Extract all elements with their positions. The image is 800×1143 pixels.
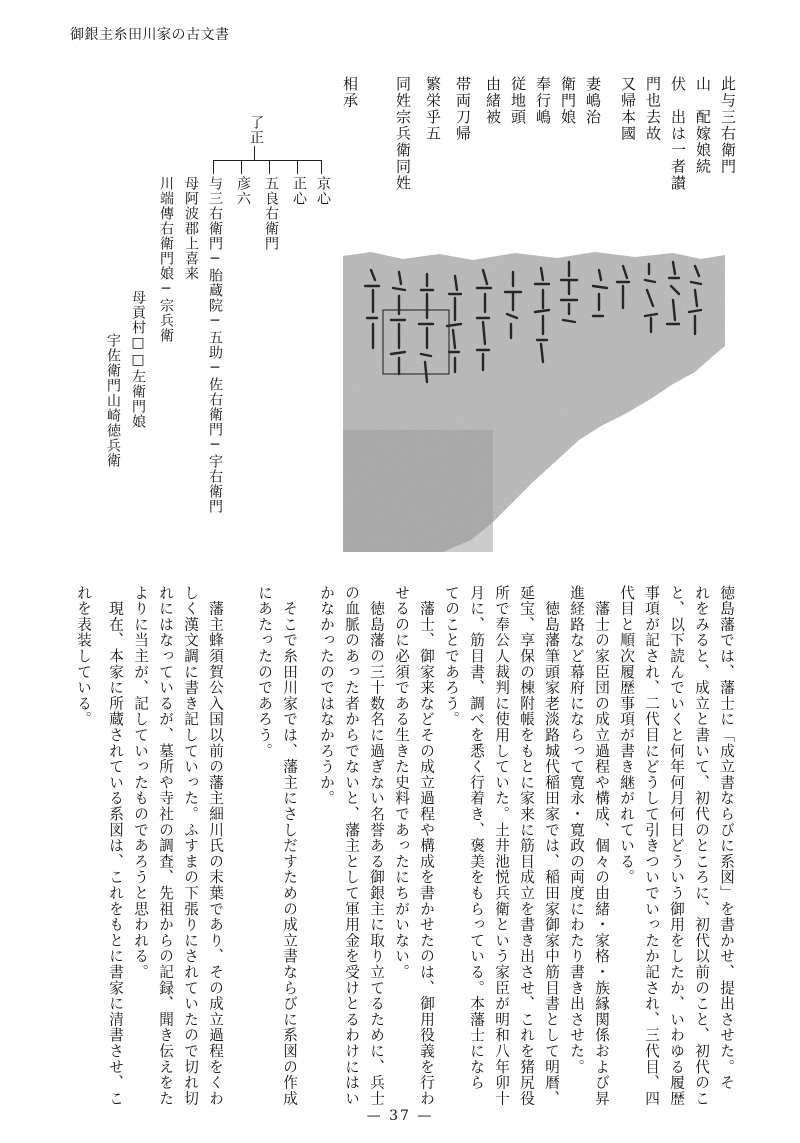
body-column: せるのに必須である生きた史料であったにちがいない。: [393, 585, 410, 980]
doc-column: 従地頭: [509, 76, 527, 126]
body-column: 月に、筋目書、調べを悉く行着き、褒美をもらっている。本藩士になら: [468, 585, 485, 1091]
doc-column: 此与三右衛門: [719, 76, 737, 175]
genealogy-branch: 京心: [315, 176, 331, 206]
body-column: 進経路など幕府にならって寛永・寛政の両度にわたり書き出させた。: [568, 585, 585, 1075]
tree-line: [321, 160, 322, 174]
doc-column: 由緒被: [484, 76, 502, 126]
document-photo: [343, 250, 725, 552]
doc-column: 衛門娘: [559, 76, 577, 126]
doc-column: 帯両刀帰: [454, 76, 472, 142]
genealogy-note: 川端傳右衛門娘─宗兵衛: [158, 176, 174, 343]
doc-column: 伏 出は一者讃: [669, 76, 687, 192]
body-column: れにはなっているが、墓所や寺社の調査、先祖からの記録、聞き伝えをた: [157, 585, 174, 1107]
genealogy-chain: 与三右衛門─胎蔵院─五助─佐右衛門─宇右衛門: [207, 176, 223, 514]
body-column: 所で奉公人裁判に使用していた。土井池悦兵衛という家臣が明和八年卯十: [493, 585, 510, 1107]
tree-line: [254, 146, 255, 160]
genealogy-root: 了正: [248, 115, 264, 145]
doc-column: 奉行嶋: [534, 76, 552, 126]
genealogy-note: 母貢村□□左衛門娘: [130, 290, 146, 429]
doc-column: 同姓宗兵衛同姓: [394, 76, 412, 192]
body-column: 徳島藩の三十数名に過ぎない名誉ある御銀主に取り立てるために、兵士: [368, 585, 385, 1107]
tree-line: [241, 160, 242, 174]
genealogy-note: 母阿波郡上喜来: [183, 176, 199, 281]
body-column: そこで糸田川家では、藩主にさしだすための成立書ならびに系図の作成: [281, 585, 298, 1107]
doc-column: 相承: [341, 76, 359, 109]
body-column: にあたったのであろう。: [256, 585, 273, 759]
genealogy-note: 宇佐衛門山崎徳兵衛: [105, 333, 121, 468]
shadow-area: [343, 430, 493, 552]
body-column: よりに当主が、記していったものであろうと思われる。: [132, 585, 149, 980]
body-column: 代目と順次履歴事項が書き継がれている。: [618, 585, 635, 886]
doc-column: 山 配嫁娘続: [694, 76, 712, 175]
doc-column: 妻嶋治: [584, 76, 602, 126]
document-photo-image: [343, 250, 725, 552]
page-number: — 37 —: [366, 1108, 434, 1124]
doc-column: 門也去故: [644, 76, 662, 142]
doc-column: 繁栄乎五: [424, 76, 442, 142]
tree-line: [213, 160, 322, 161]
body-column: 徳島藩では、藩士に「成立書ならびに系図」を書かせ、提出させた。そ: [718, 585, 735, 1091]
body-column: 藩士の家臣団の成立過程や構成、個々の由緒・家格・族縁関係および昇: [593, 585, 610, 1107]
body-column: 現在、本家に所蔵されている系図は、これをもとに書家に清書させ、こ: [107, 585, 124, 1107]
body-column: と、以下読んでいくと何年何月何日どういう御用をしたか、いわゆる履歴: [668, 585, 685, 1107]
body-column: かなかったのではなかろうか。: [318, 585, 335, 807]
body-column: 事項が記され、二代目にどうして引きついでいったか記され、三代目、四: [643, 585, 660, 1107]
genealogy-branch: 正心: [291, 176, 307, 206]
body-column: 藩主蜂須賀公入国以前の藩主細川氏の末葉であり、その成立過程をくわ: [207, 585, 224, 1107]
body-column: の血脈のあった者からでないと、藩主として軍用金を受けとるわけにはい: [343, 585, 360, 1107]
body-column: てのことであろう。: [443, 585, 460, 728]
body-column: しく漢文調に書き記していった。ふすまの下張りにされていたので切れ切: [182, 585, 199, 1107]
tree-line: [269, 160, 270, 174]
doc-column: 又帰本國: [619, 76, 637, 142]
tree-line: [213, 160, 214, 174]
genealogy-branch: 彦六: [235, 176, 251, 206]
body-column: れをみると、成立と書いて、初代のところに、初代以前のこと、初代のこ: [693, 585, 710, 1107]
running-head: 御銀主糸田川家の古文書: [70, 27, 230, 43]
body-column: 徳島藩筆頭家老淡路城代稲田家では、稲田家御家中筋目書として明暦、: [543, 585, 560, 1107]
tree-line: [297, 160, 298, 174]
body-column: 延宝、享保の棟附帳をもとに家来に筋目成立を書き出させ、これを猪尻役: [518, 585, 535, 1107]
body-column: れを表装している。: [75, 585, 92, 728]
genealogy-branch: 五良右衛門: [263, 176, 279, 251]
body-column: 藩士、御家来などその成立過程や構成を書かせたのは、御用役義を行わ: [418, 585, 435, 1107]
